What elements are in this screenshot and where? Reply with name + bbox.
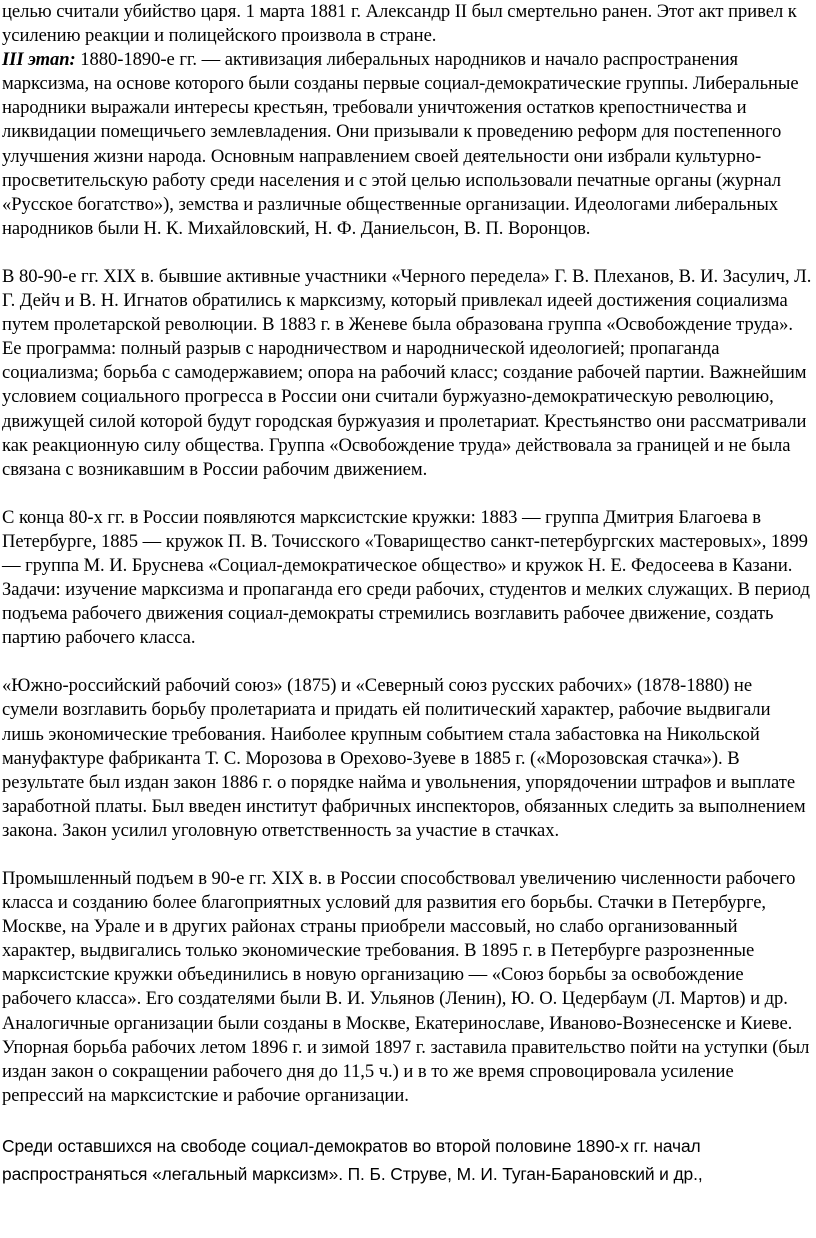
paragraph-workers-unions: «Южно-российский рабочий союз» (1875) и «Северный союз русских рабочих» (1878-1880) не сумели возглавить борьбу пролетариата и придать ей политический характер, рабочие выдвигали лишь экономические требования. Наиболее крупным событием стала забастовка на Никольской мануфактуре фабриканта Т. С. Морозова в Орехово-Зуеве в 1885 г. («Морозовская стачка»). В результате был издан закон 1886 г. о порядке найма и увольнения, упорядочении штрафов и выплате заработной платы. Был введен институт фабричных инспекторов, обязанных следить за выполнением закона. Закон усилил уголовную ответственность за участие в стачках. (2, 675, 806, 841)
paragraph-marxist-circles: С конца 80-х гг. в России появляются марксистские кружки: 1883 — группа Дмитрия Благоева в Петербурге, 1885 — кружок П. В. Точисского «Товарищество санкт-петербургских мастеровых», 1899 — группа М. И. Бруснева «Социал-демократическое общество» и кружок Н. Е. Федосеева в Казани. Задачи: изучение марксизма и пропаганда его среди рабочих, студентов и мелких служащих. В период подъема рабочего движения социал-демократы стремились возглавить рабочее движение, создать партию рабочего класса. (2, 506, 810, 649)
paragraph-gap (2, 843, 812, 867)
stage-three-text: 1880-1890-е гг. — активизация либеральных народников и начало распространения марксизма, на основе которого были созданы первые социал-демократические группы. Либеральные народники выражали интересы крестьян, требовали уничтожения остатков крепостничества и ликвидации помещичьего землевладения. Они призывали к проведению реформ для постепенного улучшения жизни народа. Основным направлением своей деятельности они избрали культурно-просветительскую работу среди населения и с этой целью использовали печатные органы (журнал «Русское богатство»), земства и различные общественные организации. Идеологами либеральных народников были Н. К. Михайловский, Н. Ф. Даниельсон, В. П. Воронцов. (2, 49, 799, 239)
paragraph-legal-marxism: Среди оставшихся на свободе социал-демократов во второй половине 1890-х гг. начал распространяться «легальный марксизм». П. Б. Струве, М. И. Туган-Барановский и др., (2, 1135, 703, 1185)
paragraph-stage-three (2, 48, 812, 241)
paragraph-tsar-assassination: целью считали убийство царя. 1 марта 1881 г. Александр II был смертельно ранен. Этот акт привел к усилению реакции и полицейского произвола в стране. (2, 1, 797, 47)
paragraph-industrial-boom: Промышленный подъем в 90-е гг. XIX в. в России способствовал увеличению численности рабочего класса и созданию более благоприятных условий для развития его борьбы. Стачки в Петербурге, Москве, на Урале и в других районах страны приобрели массовый, но слабо организованный характер, выдвигались только экономические требования. В 1895 г. в Петербурге разрозненные марксистские кружки объединились в новую организацию — «Союз борьбы за освобождение рабочего класса». Его создателями были В. И. Ульянов (Ленин), Ю. О. Цедербаум (Л. Мартов) и др. Аналогичные организации были созданы в Москве, Екатеринославе, Иваново-Вознесенске и Киеве. Упорная борьба рабочих летом 1896 г. и зимой 1897 г. заставила правительство пойти на уступки (был издан закон о сокращении рабочего дня до 11,5 ч.) и в то же время спровоцировала усиление репрессий на марксистские и рабочие организации. (2, 868, 810, 1106)
paragraph-gap (2, 650, 812, 674)
paragraph-gap (2, 1108, 812, 1132)
paragraph-gap (2, 482, 812, 506)
stage-label: III этап: (2, 49, 76, 71)
paragraph-gap (2, 241, 812, 265)
paragraph-liberation-of-labor: В 80-90-е гг. XIX в. бывшие активные участники «Черного передела» Г. В. Плеханов, В. И. Засулич, Л. Г. Дейч и В. Н. Игнатов обратились к марксизму, который привлекал идеей достижения социализма путем пролетарской революции. В 1883 г. в Женеве была образована группа «Освобождение труда». Ее программа: полный разрыв с народничеством и народнической идеологией; пропаганда социализма; борьба с самодержавием; опора на рабочий класс; создание рабочей партии. Важнейшим условием социального прогресса в России они считали буржуазно-демократическую революцию, движущей силой которой будут городская буржуазия и пролетариат. Крестьянство они рассматривали как реакционную силу общества. Группа «Освобождение труда» действовала за границей и не была связана с возникавшим в России рабочим движением. (2, 265, 812, 480)
